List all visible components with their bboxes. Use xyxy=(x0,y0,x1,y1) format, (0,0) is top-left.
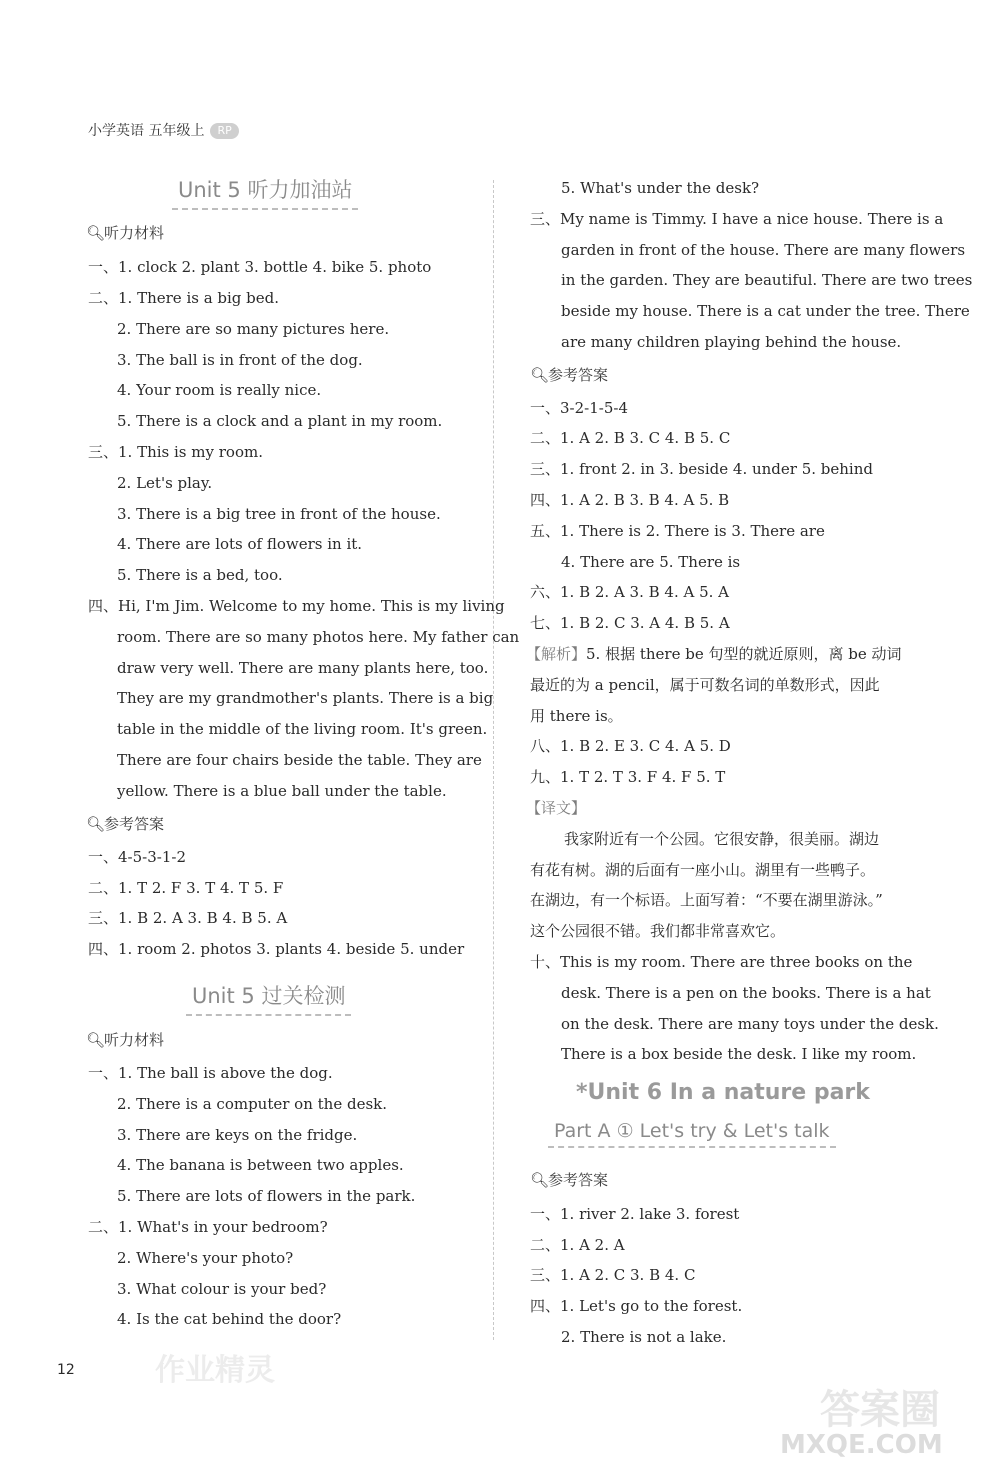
part-a-heading: Part A ① Let's try & Let's talk xyxy=(548,1120,836,1148)
text-line: draw very well. There are many plants here, too. xyxy=(117,659,489,677)
text-line: 最近的为 a pencil，属于可数名词的单数形式，因此 xyxy=(530,676,880,694)
text-line: 4. Your room is really nice. xyxy=(117,381,322,399)
text-line: 三、1. front 2. in 3. beside 4. under 5. behind xyxy=(530,460,873,478)
text-line: There are four chairs beside the table. They are xyxy=(117,751,482,769)
text-line: 4. There are lots of flowers in it. xyxy=(117,535,363,553)
text-line: 2. Let's play. xyxy=(117,474,213,492)
answers-label: 🔍︎参考答案 xyxy=(530,1171,609,1189)
text-line: There is a box beside the desk. I like my room. xyxy=(561,1045,917,1063)
column-divider xyxy=(493,180,494,1340)
text-line: 5. There is a clock and a plant in my room. xyxy=(117,412,443,430)
text-line: 2. Where's your photo? xyxy=(117,1249,294,1267)
text-line: in the garden. They are beautiful. There are two trees xyxy=(561,271,973,289)
text-line: 一、1. river 2. lake 3. forest xyxy=(530,1205,740,1223)
book-title: 小学英语 五年级上 RP xyxy=(88,120,239,140)
text-line: 一、3-2-1-5-4 xyxy=(530,399,628,417)
text-line: 三、My name is Timmy. I have a nice house. There is a xyxy=(530,210,944,228)
text-line: are many children playing behind the house. xyxy=(561,333,902,351)
text-line: 三、1. A 2. C 3. B 4. C xyxy=(530,1266,696,1284)
text-line: beside my house. There is a cat under the tree. There xyxy=(561,302,970,320)
text-line: 二、1. What's in your bedroom? xyxy=(88,1218,328,1236)
text-line: 五、1. There is 2. There is 3. There are xyxy=(530,522,825,540)
text-line: desk. There is a pen on the books. There is a hat xyxy=(561,984,931,1002)
text-line: 3. There are keys on the fridge. xyxy=(117,1126,358,1144)
text-line: 2. There is a computer on the desk. xyxy=(117,1095,387,1113)
text-line: 3. What colour is your bed? xyxy=(117,1280,327,1298)
text-line: garden in front of the house. There are many flowers xyxy=(561,241,966,259)
text-line: 这个公园很不错。我们都非常喜欢它。 xyxy=(530,922,786,940)
text-line: on the desk. There are many toys under the desk. xyxy=(561,1015,939,1033)
unit5-test-heading: Unit 5 过关检测 xyxy=(186,980,351,1016)
text-line: 二、1. T 2. F 3. T 4. T 5. F xyxy=(88,879,284,897)
text-line: 六、1. B 2. A 3. B 4. A 5. A xyxy=(530,583,730,601)
text-line: 4. The banana is between two apples. xyxy=(117,1156,404,1174)
text-line: 二、1. There is a big bed. xyxy=(88,289,280,307)
text-line: 二、1. A 2. A xyxy=(530,1236,625,1254)
watermark-stamp: 作业精灵 xyxy=(155,1353,275,1388)
text-line: 5. There is a bed, too. xyxy=(117,566,283,584)
text-line: 我家附近有一个公园。它很安静，很美丽。湖边 xyxy=(564,830,880,848)
text-line: They are my grandmother's plants. There is a big xyxy=(117,689,494,707)
text-line: 四、1. A 2. B 3. B 4. A 5. B xyxy=(530,491,730,509)
text-line: 有花有树。湖的后面有一座小山。湖里有一些鸭子。 xyxy=(530,861,876,879)
text-line: 三、1. B 2. A 3. B 4. B 5. A xyxy=(88,909,288,927)
watermark-logo: 答案圈 xyxy=(820,1387,940,1433)
text-line: 一、1. clock 2. plant 3. bottle 4. bike 5. photo xyxy=(88,258,432,276)
text-line: 八、1. B 2. E 3. C 4. A 5. D xyxy=(530,737,731,755)
listening-material-label: 🔍︎听力材料 xyxy=(86,1031,165,1049)
text-line: 一、4-5-3-1-2 xyxy=(88,848,186,866)
listening-material-label: 🔍︎听力材料 xyxy=(86,224,165,242)
magnifier-icon: 🔍︎ xyxy=(86,815,106,833)
text-line: table in the middle of the living room. It's green. xyxy=(117,720,488,738)
page-number: 12 xyxy=(57,1362,75,1378)
magnifier-icon: 🔍︎ xyxy=(530,1171,550,1189)
text-line: 3. There is a big tree in front of the house. xyxy=(117,505,441,523)
analysis-line: 【解析】5. 根据 there be 句型的就近原则，离 be 动词 xyxy=(526,645,902,663)
text-line: 用 there is。 xyxy=(530,707,623,725)
answers-label: 🔍︎参考答案 xyxy=(530,366,609,384)
text-line: 5. There are lots of flowers in the park. xyxy=(117,1187,416,1205)
text-line: 5. What's under the desk? xyxy=(561,179,760,197)
magnifier-icon: 🔍︎ xyxy=(530,366,550,384)
text-line: 一、1. The ball is above the dog. xyxy=(88,1064,333,1082)
unit5-station-heading: Unit 5 听力加油站 xyxy=(172,174,358,210)
text-line: 四、1. room 2. photos 3. plants 4. beside 5. under xyxy=(88,940,465,958)
magnifier-icon: 🔍︎ xyxy=(86,224,106,242)
watermark-site: MXQE.COM xyxy=(780,1430,943,1460)
text-line: 九、1. T 2. T 3. F 4. F 5. T xyxy=(530,768,726,786)
edition-tag: RP xyxy=(210,123,238,139)
text-line: 十、This is my room. There are three books on the xyxy=(530,953,913,971)
answers-label: 🔍︎参考答案 xyxy=(86,815,165,833)
text-line: 四、Hi, I'm Jim. Welcome to my home. This is my living xyxy=(88,597,505,615)
text-line: 2. There is not a lake. xyxy=(561,1328,727,1346)
text-line: 二、1. A 2. B 3. C 4. B 5. C xyxy=(530,429,731,447)
text-line: yellow. There is a blue ball under the table. xyxy=(117,782,447,800)
text-line: 四、1. Let's go to the forest. xyxy=(530,1297,743,1315)
magnifier-icon: 🔍︎ xyxy=(86,1031,106,1049)
text-line: 4. There are 5. There is xyxy=(561,553,741,571)
text-line: 七、1. B 2. C 3. A 4. B 5. A xyxy=(530,614,730,632)
analysis-tag: 【解析】 xyxy=(526,645,587,663)
unit6-heading: *Unit 6 In a nature park xyxy=(576,1080,870,1105)
text-line: 在湖边，有一个标语。上面写着：“不要在湖里游泳。” xyxy=(530,891,883,909)
text-line: 3. The ball is in front of the dog. xyxy=(117,351,363,369)
text-line: room. There are so many photos here. My father can xyxy=(117,628,520,646)
text-line: 4. Is the cat behind the door? xyxy=(117,1310,342,1328)
translation-tag: 【译文】 xyxy=(526,799,587,817)
text-line: 三、1. This is my room. xyxy=(88,443,263,461)
text-line: 2. There are so many pictures here. xyxy=(117,320,390,338)
